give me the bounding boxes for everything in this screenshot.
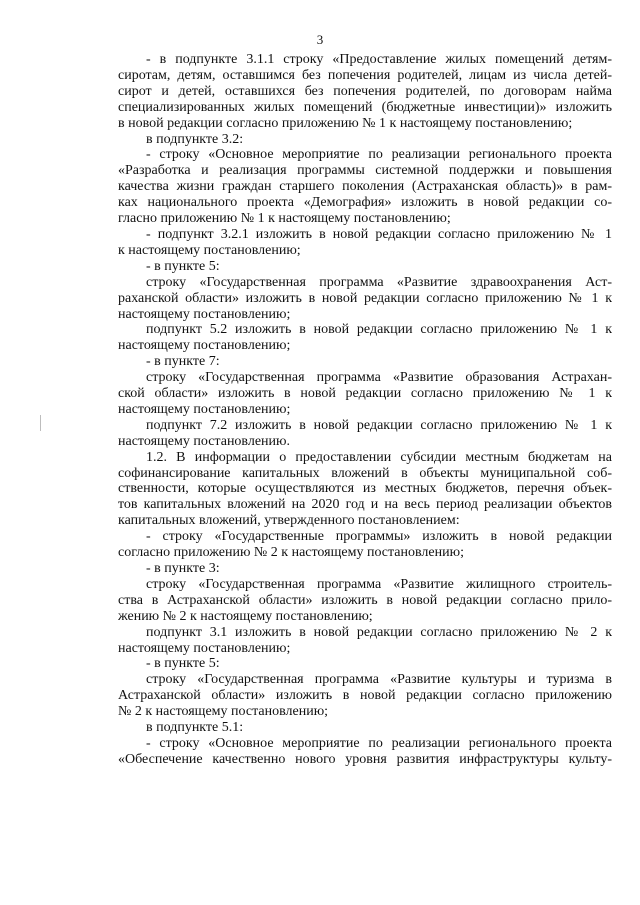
text-line: гласно приложению № 1 к настоящему постановлению;	[118, 211, 451, 227]
text-line: в подпункте 5.1:	[146, 720, 244, 736]
text-line: к настоящему постановлению;	[118, 242, 301, 258]
text-line: - строку «Основное мероприятие по реализации регионального проекта	[146, 147, 612, 163]
margin-mark	[40, 415, 41, 431]
text-line: софинансирование капитальных вложений в объекты муниципальной соб-	[118, 465, 612, 481]
page-number: 3	[316, 32, 324, 47]
text-line: согласно приложению № 2 к настоящему постановлению;	[118, 545, 464, 561]
text-line: - в подпункте 3.1.1 строку «Предоставление жилых помещений детям-	[146, 52, 612, 67]
text-line: сиротам, детям, оставшимся без попечения родителей, лицам из числа детей-	[118, 67, 612, 83]
text-line: капитальных вложений, утвержденного постановлением:	[118, 513, 460, 529]
text-line: - в пункте 3:	[146, 561, 220, 576]
text-line: подпункт 3.1 изложить в новой редакции согласно приложению № 2 к	[146, 624, 612, 640]
text-line: ства в Астраханской области» изложить в новой редакции согласно прило-	[118, 592, 612, 608]
text-line: жению № 2 к настоящему постановлению;	[118, 608, 373, 624]
text-line: строку «Государственная программа «Развитие культуры и туризма в	[146, 672, 612, 688]
text-line: сирот и детей, оставшихся без попечения родителей, по договорам найма	[118, 83, 612, 99]
text-line: № 2 к настоящему постановлению;	[118, 704, 329, 720]
text-line: раханской области» изложить в новой редакции согласно приложению № 1 к	[118, 290, 612, 306]
text-line: специализированных жилых помещений (бюджетные инвестиции)» изложить	[118, 99, 612, 115]
text-line: Астраханской области» изложить в новой редакции согласно приложению	[118, 688, 612, 704]
text-line: подпункт 5.2 изложить в новой редакции согласно приложению № 1 к	[146, 322, 612, 338]
text-line: подпункт 7.2 изложить в новой редакции согласно приложению № 1 к	[146, 417, 612, 433]
text-line: в новой редакции согласно приложению № 1 к настоящему постановлению;	[118, 115, 573, 131]
text-line: ственности, которые осуществляются из местных бюджетов, перечня объек-	[118, 481, 612, 497]
text-line: ской области» изложить в новой редакции согласно приложению № 1 к	[118, 386, 612, 402]
text-line: настоящему постановлению.	[118, 433, 290, 449]
text-line: - строку «Основное мероприятие по реализации регионального проекта	[146, 735, 612, 751]
text-line: в подпункте 3.2:	[146, 131, 244, 147]
text-line: настоящему постановлению;	[118, 338, 291, 354]
text-line: настоящему постановлению;	[118, 640, 291, 656]
text-line: «Разработка и реализация программы системной поддержки и повышения	[118, 163, 612, 179]
text-line: настоящему постановлению;	[118, 306, 291, 322]
text-line: строку «Государственная программа «Развитие жилищного строитель-	[146, 576, 612, 592]
text-line: ках национального проекта «Демография» изложить в новой редакции со-	[118, 195, 612, 211]
text-line: - в пункте 5:	[146, 258, 220, 274]
text-line: настоящему постановлению;	[118, 401, 291, 417]
text-line: - в пункте 5:	[146, 656, 220, 672]
text-line: - строку «Государственные программы» изложить в новой редакции	[146, 529, 612, 545]
text-line: строку «Государственная программа «Развитие здравоохранения Аст-	[146, 274, 612, 290]
text-line: строку «Государственная программа «Развитие образования Астрахан-	[146, 370, 612, 386]
text-line: 1.2. В информации о предоставлении субсидии местным бюджетам на	[146, 449, 612, 465]
text-line: - в пункте 7:	[146, 354, 220, 370]
text-line: «Обеспечение качественно нового уровня развития инфраструктуры культу-	[118, 751, 612, 767]
text-line: тов капитальных вложений на 2020 год и на весь период реализации объектов	[118, 497, 612, 513]
text-line: качества жизни граждан старшего поколения (Астраханская область)» в рам-	[118, 179, 612, 195]
document-body	[118, 52, 612, 768]
text-line: - подпункт 3.2.1 изложить в новой редакции согласно приложению № 1	[146, 226, 612, 242]
